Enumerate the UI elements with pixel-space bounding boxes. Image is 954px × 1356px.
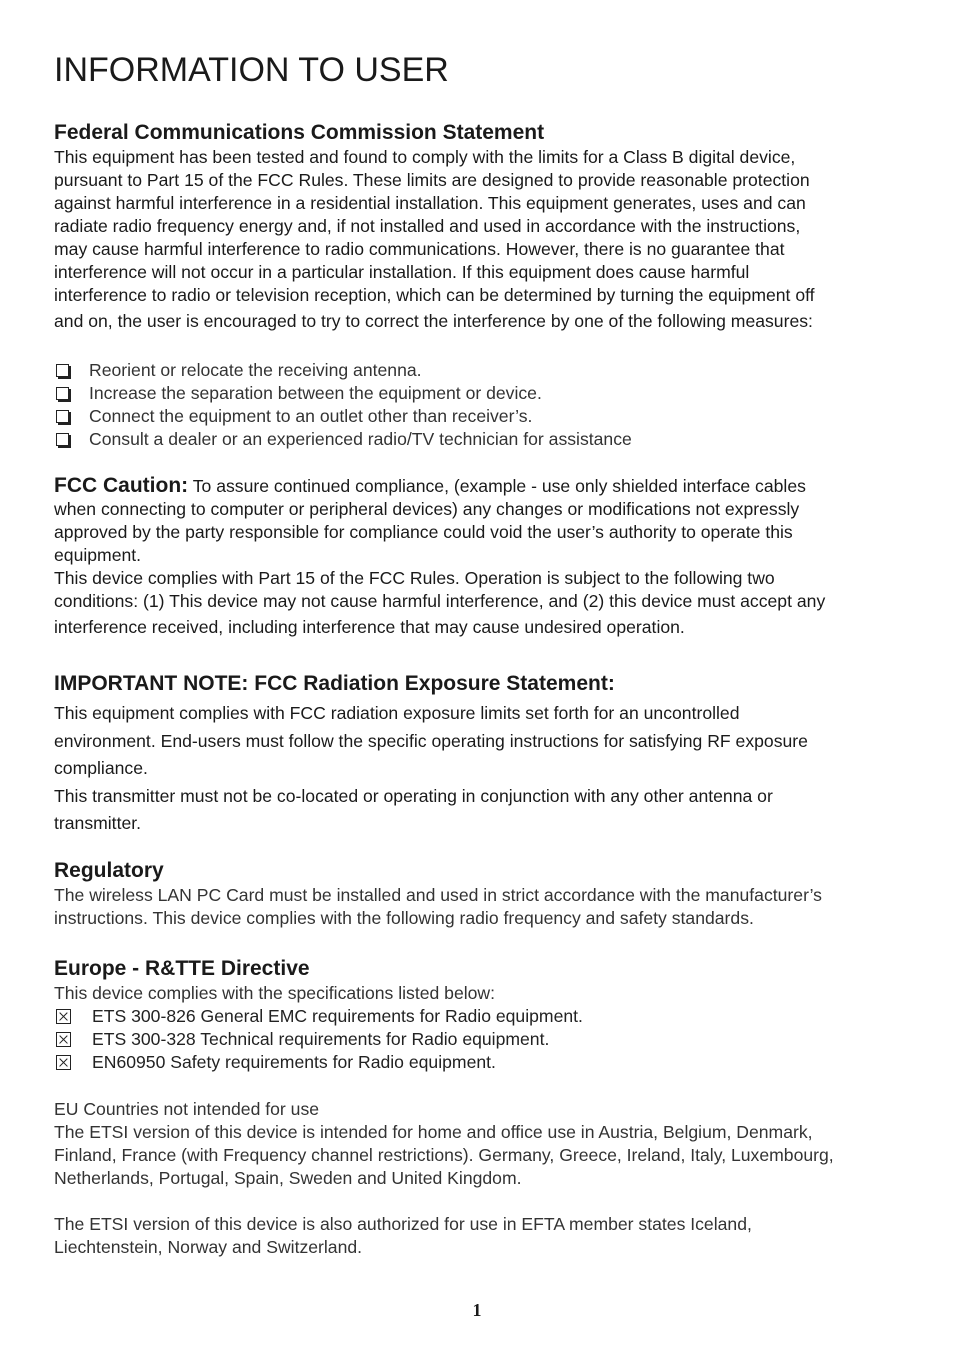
checkbox-icon	[56, 387, 69, 400]
list-item: Connect the equipment to an outlet other than receiver’s.	[54, 405, 900, 428]
checkbox-icon	[56, 410, 69, 423]
list-item: ETS 300-328 Technical requirements for Radio equipment.	[54, 1028, 900, 1051]
fcc-caution-first-line: FCC Caution: To assure continued compliance, (example - use only shielded interface cables	[54, 474, 806, 497]
checked-box-icon	[56, 1009, 71, 1024]
body-line: This equipment complies with FCC radiation exposure limits set forth for an uncontrolled	[54, 703, 740, 723]
body-line: interference to radio or television reception, which can be determined by turning the equipment off	[54, 285, 815, 305]
list-item: ETS 300-826 General EMC requirements for Radio equipment.	[54, 1005, 900, 1028]
body-line: equipment.	[54, 545, 142, 565]
body-line: when connecting to computer or peripheral devices) any changes or modifications not expressly	[54, 499, 800, 519]
europe-heading: Europe - R&TTE Directive	[54, 957, 310, 980]
body-line: approved by the party responsible for compliance could void the user’s authority to operate this	[54, 522, 793, 542]
body-line: conditions: (1) This device may not cause harmful interference, and (2) this device must accept any	[54, 591, 826, 611]
list-item: Consult a dealer or an experienced radio/TV technician for assistance	[54, 428, 900, 451]
body-line: The wireless LAN PC Card must be installed and used in strict accordance with the manufacturer’s	[54, 885, 822, 905]
checked-box-icon	[56, 1032, 71, 1047]
specs-list	[54, 1005, 900, 1074]
checkbox-icon	[56, 433, 69, 446]
measures-section	[54, 359, 900, 451]
fcc-caution-heading: FCC Caution:	[54, 474, 189, 497]
regulatory-section	[54, 858, 900, 930]
body-line: may cause harmful interference to radio communications. However, there is no guarantee that	[54, 239, 785, 259]
body-line: Finland, France (with Frequency channel restrictions). Germany, Greece, Ireland, Italy, Luxembourg,	[54, 1145, 834, 1165]
eu-heading: EU Countries not intended for use	[54, 1099, 320, 1119]
body-line: The ETSI version of this device is also authorized for use in EFTA member states Iceland,	[54, 1214, 752, 1234]
list-item: Reorient or relocate the receiving antenna.	[54, 359, 900, 382]
radiation-body	[54, 700, 900, 838]
europe-section	[54, 956, 900, 1074]
body-line: This equipment has been tested and found to comply with the limits for a Class B digital device,	[54, 147, 796, 167]
body-line: environment. End-users must follow the specific operating instructions for satisfying RF exposure	[54, 730, 808, 751]
eu-countries-section	[54, 1098, 900, 1190]
body-line: This transmitter must not be co-located or operating in conjunction with any other antenna or	[54, 785, 773, 806]
body-line: This device complies with Part 15 of the FCC Rules. Operation is subject to the following two	[54, 568, 775, 588]
body-line: transmitter.	[54, 813, 142, 833]
body-line: interference received, including interference that may cause undesired operation.	[54, 617, 685, 637]
measures-list	[54, 359, 900, 451]
fcc-statement-body	[54, 146, 900, 333]
body-line: radiate radio frequency energy and, if not installed and used in accordance with the instructions,	[54, 216, 801, 236]
body-line: and on, the user is encouraged to try to correct the interference by one of the following measures:	[54, 311, 813, 331]
europe-intro: This device complies with the specifications listed below:	[54, 983, 496, 1003]
body-line: instructions. This device complies with the following radio frequency and safety standards.	[54, 908, 754, 928]
body-line: pursuant to Part 15 of the FCC Rules. These limits are designed to provide reasonable protection	[54, 170, 810, 190]
list-item: Increase the separation between the equipment or device.	[54, 382, 900, 405]
list-item: EN60950 Safety requirements for Radio equipment.	[54, 1051, 900, 1074]
body-line: The ETSI version of this device is intended for home and office use in Austria, Belgium, Denmark,	[54, 1122, 813, 1142]
fcc-statement-heading: Federal Communications Commission Statement	[54, 121, 545, 144]
page-title: INFORMATION TO USER	[54, 51, 449, 89]
body-line: against harmful interference in a residential installation. This equipment generates, uses and can	[54, 193, 806, 213]
body-line: Netherlands, Portugal, Spain, Sweden and United Kingdom.	[54, 1168, 522, 1188]
radiation-section	[54, 671, 900, 838]
regulatory-heading: Regulatory	[54, 859, 164, 882]
body-line: compliance.	[54, 758, 148, 778]
checked-box-icon	[56, 1055, 71, 1070]
page-number: 1	[472, 1300, 482, 1320]
radiation-heading: IMPORTANT NOTE: FCC Radiation Exposure Statement:	[54, 672, 615, 695]
efta-section	[54, 1213, 900, 1259]
fcc-caution-section	[54, 474, 900, 639]
fcc-statement-section	[54, 120, 900, 333]
body-line: Liechtenstein, Norway and Switzerland.	[54, 1237, 363, 1257]
body-line: interference will not occur in a particular installation. If this equipment does cause harmful	[54, 262, 750, 282]
checkbox-icon	[56, 364, 69, 377]
